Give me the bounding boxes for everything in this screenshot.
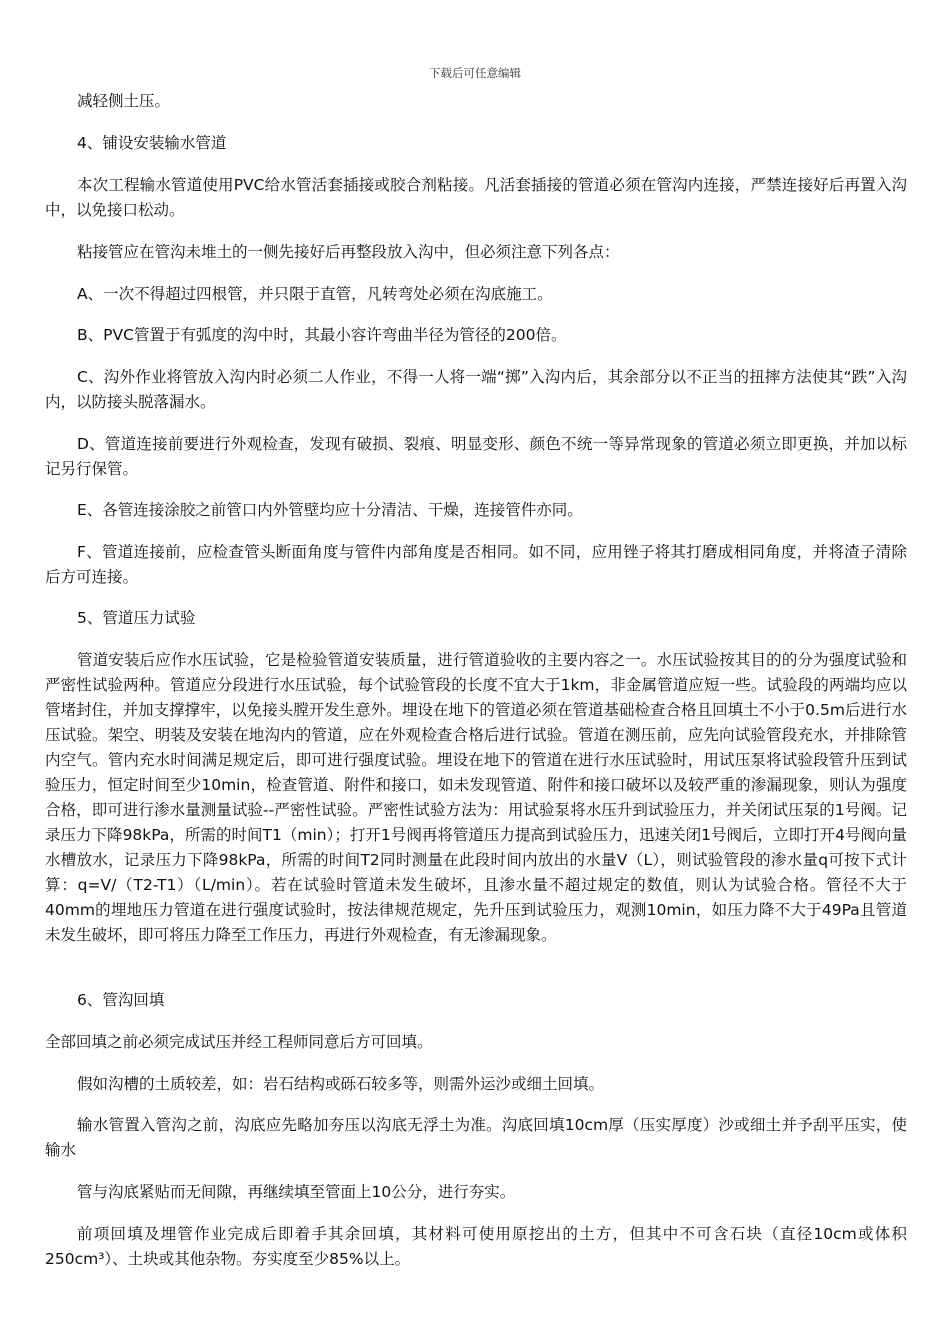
paragraph: 粘接管应在管沟未堆土的一侧先接好后再整段放入沟中，但必须注意下列各点： [77, 243, 620, 261]
paragraph: 输水管置入管沟之前，沟底应先略加夯压以沟底无浮土为准。沟底回填10cm厚（压实厚度）沙或细土并予刮平压实，使输水 [45, 1116, 907, 1159]
section-heading-6: 6、管沟回填 [77, 991, 165, 1009]
list-item-f: F、管道连接前，应检查管头断面角度与管件内部角度是否相同。如不同，应用锉子将其打磨成相同角度，并将渣子清除后方可连接。 [45, 543, 907, 586]
paragraph-pressure-test: 管道安装后应作水压试验，它是检验管道安装质量，进行管道验收的主要内容之一。水压试验按其目的的分为强度试验和严密性试验两种。管道应分段进行水压试验，每个试验管段的长度不宜大于1km，非金属管道应短一些。试验段的两端均应以管堵封住，并加支撑撑牢，以免接头膛开发生意外。埋设在地下的管道必须在管道基础检查合格且回填土不小于0.5m后进行水压试验。架空、明装及安装在地沟内的管道，应在外观检查合格后进行试验。管道在测压前，应先向试验管段充水，并排除管内空气。管内充水时间满足规定后，即可进行强度试验。埋设在地下的管道在进行水压试验时，用试压泵将试验段管升压到试验压力，恒定时间至少10min，检查管道、附件和接口，如未发现管道、附件和接口破坏以及较严重的渗漏现象，则认为强度合格，即可进行渗水量测量试验--严密性试验。严密性试验方法为：用试验泵将水压升到试验压力，并关闭试压泵的1号阀。记录压力下降98kPa，所需的时间T1（min）；打开1号阀再将管道压力提高到试验压力，迅速关闭1号阀后，立即打开4号阀向量水槽放水，记录压力下降98kPa，所需的时间T2同时测量在此段时间内放出的水量V（L），则试验管段的渗水量q可按下式计算：q=V/（T2-T1）（L/min）。若在试验时管道未发生破坏，且渗水量不超过规定的数值，则认为试验合格。管径不大于40mm的埋地压力管道在进行强度试验时，按法律规范规定，先升压到试验压力，观测10min，如压力降不大于49Pa且管道未发生破坏，即可将压力降至工作压力，再进行外观检查，有无渗漏现象。 [45, 651, 907, 944]
list-item-a: A、一次不得超过四根管，并只限于直管，凡转弯处必须在沟底施工。 [77, 285, 553, 303]
list-item-b: B、PVC管置于有弧度的沟中时，其最小容许弯曲半径为管径的200倍。 [77, 326, 567, 344]
list-item-d: D、管道连接前要进行外观检查，发现有破损、裂痕、明显变形、颜色不统一等异常现象的管道必须立即更换，并加以标记另行保管。 [45, 435, 907, 478]
paragraph: 本次工程输水管道使用PVC给水管活套插接或胶合剂粘接。凡活套插接的管道必须在管沟内连接，严禁连接好后再置入沟中，以免接口松动。 [45, 176, 907, 219]
paragraph: 管与沟底紧贴而无间隙，再继续填至管面上10公分，进行夯实。 [77, 1183, 516, 1201]
paragraph: 假如沟槽的土质较差，如：岩石结构或砾石较多等，则需外运沙或细土回填。 [77, 1075, 605, 1093]
paragraph: 全部回填之前必须完成试压并经工程师同意后方可回填。 [45, 1033, 433, 1051]
section-heading-4: 4、铺设安装输水管道 [77, 134, 227, 152]
paragraph-intro: 减轻侧土压。 [77, 92, 171, 110]
paragraph: 前项回填及埋管作业完成后即着手其余回填，其材料可使用原挖出的土方，但其中不可含石块（直径10cm或体积250cm³）、土块或其他杂物。夯实度至少85%以上。 [45, 1225, 907, 1268]
list-item-c: C、沟外作业将管放入沟内时必须二人作业，不得一人将一端“掷”入沟内后，其余部分以不正当的扭摔方法使其“跌”入沟内，以防接头脱落漏水。 [45, 368, 907, 411]
section-heading-5: 5、管道压力试验 [77, 609, 196, 627]
page-header: 下载后可任意编辑 [429, 66, 521, 80]
list-item-e: E、各管连接涂胶之前管口内外管壁均应十分清洁、干燥，连接管件亦同。 [77, 501, 583, 519]
